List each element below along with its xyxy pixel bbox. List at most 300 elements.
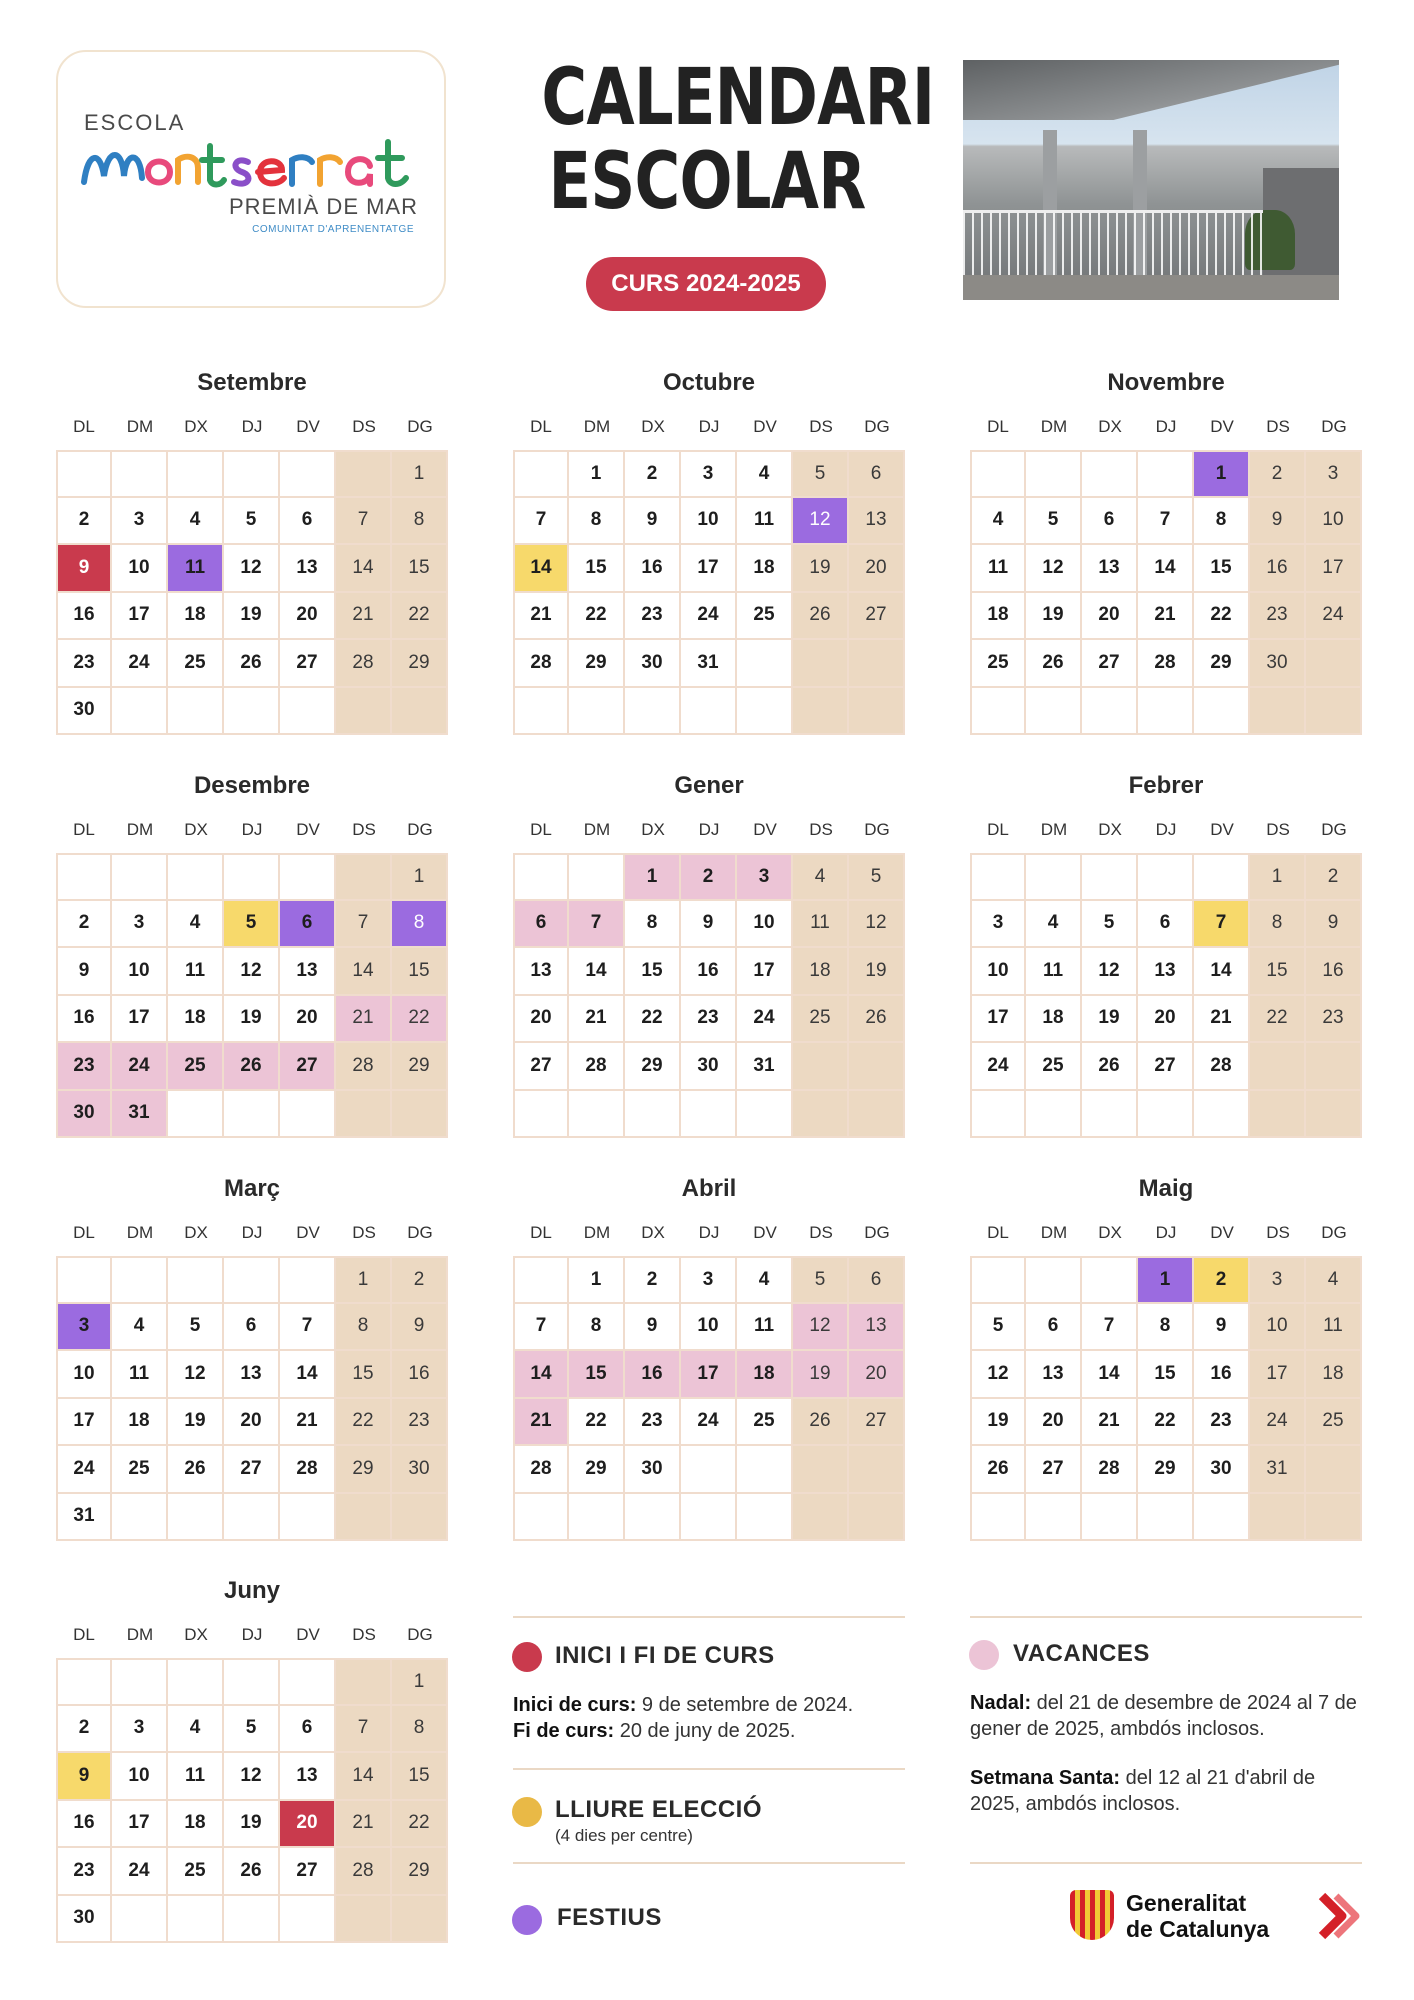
month-maig	[970, 1174, 1362, 1541]
day-cell: 30	[1194, 1446, 1250, 1494]
day-cell: 15	[392, 1753, 448, 1801]
empty-cell	[392, 1896, 448, 1944]
day-cell: 19	[168, 1399, 224, 1447]
day-cell: 1	[1138, 1256, 1194, 1304]
empty-cell	[1250, 688, 1306, 736]
weekday-label: DS	[809, 820, 833, 839]
day-cell: 4	[1306, 1256, 1362, 1304]
day-cell: 28	[336, 1848, 392, 1896]
day-cell: 17	[112, 996, 168, 1044]
day-cell: 4	[737, 450, 793, 498]
weekday-label: DG	[864, 417, 890, 436]
weekday-label: DL	[73, 417, 95, 436]
month-desembre	[56, 771, 448, 1138]
day-cell: 26	[793, 1399, 849, 1447]
empty-cell	[1082, 1256, 1138, 1304]
generalitat-logo	[1070, 1886, 1360, 1946]
weekday-label: DM	[1040, 1223, 1068, 1242]
day-cell: 7	[1194, 901, 1250, 949]
day-cell: 23	[56, 1848, 112, 1896]
day-cell: 16	[681, 948, 737, 996]
day-cell: 11	[168, 545, 224, 593]
day-cell: 13	[280, 545, 336, 593]
day-cell: 10	[1250, 1304, 1306, 1352]
day-cell: 12	[970, 1351, 1026, 1399]
day-cell: 1	[625, 853, 681, 901]
day-cell: 7	[336, 901, 392, 949]
day-cell: 21	[336, 1801, 392, 1849]
month-name: Abril	[681, 1175, 737, 1202]
day-cell: 24	[112, 640, 168, 688]
school-logo	[56, 50, 446, 308]
day-cell: 6	[280, 1706, 336, 1754]
logo-tagline-text: COMUNITAT D'APRENENTATGE	[252, 224, 414, 235]
day-cell: 20	[1138, 996, 1194, 1044]
weekday-label: DG	[1321, 1223, 1347, 1242]
empty-cell	[168, 688, 224, 736]
day-cell: 5	[168, 1304, 224, 1352]
day-cell: 11	[1306, 1304, 1362, 1352]
day-cell: 4	[168, 901, 224, 949]
day-cell: 24	[112, 1043, 168, 1091]
empty-cell	[849, 1446, 905, 1494]
photo-ground	[963, 275, 1339, 300]
day-cell: 4	[1026, 901, 1082, 949]
day-cell: 23	[681, 996, 737, 1044]
day-cell: 6	[280, 498, 336, 546]
weekday-header	[970, 1218, 1362, 1248]
legend-divider	[970, 1616, 1362, 1618]
day-cell: 17	[1306, 545, 1362, 593]
weekday-label: DS	[352, 820, 376, 839]
day-cell: 18	[737, 545, 793, 593]
empty-cell	[849, 688, 905, 736]
month-juny	[56, 1576, 448, 1943]
empty-cell	[1138, 450, 1194, 498]
day-cell: 17	[681, 1351, 737, 1399]
weekday-label: DS	[352, 1625, 376, 1644]
day-cell: 21	[569, 996, 625, 1044]
day-cell: 11	[168, 1753, 224, 1801]
day-cell: 16	[392, 1351, 448, 1399]
day-cell: 28	[513, 640, 569, 688]
day-grid	[970, 450, 1362, 735]
empty-cell	[569, 853, 625, 901]
empty-cell	[1306, 1446, 1362, 1494]
day-cell: 3	[56, 1304, 112, 1352]
day-cell: 22	[625, 996, 681, 1044]
day-cell: 9	[681, 901, 737, 949]
generalitat-name	[1126, 1890, 1269, 1942]
day-cell: 16	[56, 1801, 112, 1849]
legend-divider	[970, 1862, 1362, 1864]
day-cell: 26	[970, 1446, 1026, 1494]
empty-cell	[392, 1091, 448, 1139]
empty-cell	[513, 853, 569, 901]
month-abril	[513, 1174, 905, 1541]
day-cell: 18	[737, 1351, 793, 1399]
empty-cell	[224, 1896, 280, 1944]
day-cell: 18	[112, 1399, 168, 1447]
empty-cell	[1026, 1256, 1082, 1304]
empty-cell	[849, 1043, 905, 1091]
day-cell: 9	[56, 545, 112, 593]
day-cell: 26	[793, 593, 849, 641]
day-cell: 26	[1082, 1043, 1138, 1091]
weekday-label: DJ	[241, 820, 263, 839]
day-cell: 27	[849, 1399, 905, 1447]
weekday-label: DV	[1210, 417, 1234, 436]
empty-cell	[1306, 688, 1362, 736]
day-cell: 21	[336, 996, 392, 1044]
day-cell: 19	[224, 996, 280, 1044]
day-grid	[56, 1658, 448, 1943]
day-cell: 27	[280, 640, 336, 688]
weekday-label: DV	[1210, 1223, 1234, 1242]
day-cell: 29	[336, 1446, 392, 1494]
school-building-photo	[963, 60, 1339, 300]
empty-cell	[168, 450, 224, 498]
month-novembre	[970, 368, 1362, 735]
day-cell: 23	[1306, 996, 1362, 1044]
day-cell: 22	[336, 1399, 392, 1447]
weekday-label: DX	[641, 820, 665, 839]
festius-legend-title: FESTIUS	[557, 1904, 662, 1931]
day-cell: 31	[112, 1091, 168, 1139]
weekday-label: DL	[530, 417, 552, 436]
day-cell: 29	[1138, 1446, 1194, 1494]
weekday-label: DS	[809, 1223, 833, 1242]
day-cell: 30	[56, 1896, 112, 1944]
vacances-legend-title: VACANCES	[1013, 1640, 1150, 1667]
empty-cell	[970, 1091, 1026, 1139]
empty-cell	[513, 1256, 569, 1304]
weekday-header	[513, 1218, 905, 1248]
day-cell: 22	[569, 1399, 625, 1447]
lliure-legend-dot	[512, 1797, 542, 1827]
day-cell: 1	[392, 1658, 448, 1706]
day-cell: 27	[224, 1446, 280, 1494]
day-cell: 11	[793, 901, 849, 949]
day-cell: 8	[569, 1304, 625, 1352]
day-cell: 24	[681, 1399, 737, 1447]
vacances-nadal-text	[970, 1690, 1365, 1742]
day-cell: 20	[280, 996, 336, 1044]
weekday-label: DJ	[1155, 820, 1177, 839]
day-cell: 25	[168, 640, 224, 688]
day-cell: 7	[336, 1706, 392, 1754]
day-cell: 8	[336, 1304, 392, 1352]
weekday-label: DX	[1098, 417, 1122, 436]
day-cell: 23	[1194, 1399, 1250, 1447]
day-cell: 30	[625, 640, 681, 688]
day-cell: 6	[849, 1256, 905, 1304]
day-cell: 12	[793, 1304, 849, 1352]
day-cell: 15	[625, 948, 681, 996]
day-cell: 25	[737, 593, 793, 641]
generalitat-line-2: de Catalunya	[1126, 1916, 1270, 1942]
day-cell: 18	[168, 996, 224, 1044]
weekday-label: DG	[1321, 417, 1347, 436]
weekday-label: DX	[184, 1223, 208, 1242]
day-cell: 16	[56, 996, 112, 1044]
empty-cell	[970, 1256, 1026, 1304]
month-name: Novembre	[1107, 369, 1225, 396]
weekday-label: DM	[583, 1223, 611, 1242]
weekday-label: DJ	[698, 820, 720, 839]
day-cell: 7	[1138, 498, 1194, 546]
day-cell: 17	[737, 948, 793, 996]
page-title	[541, 53, 935, 227]
day-grid	[56, 853, 448, 1138]
day-cell: 11	[1026, 948, 1082, 996]
day-cell: 8	[392, 498, 448, 546]
day-cell: 15	[1194, 545, 1250, 593]
day-cell: 14	[336, 545, 392, 593]
day-cell: 15	[1138, 1351, 1194, 1399]
empty-cell	[112, 688, 168, 736]
weekday-label: DG	[1321, 820, 1347, 839]
day-cell: 7	[513, 498, 569, 546]
title-line-2: ESCOLAR	[548, 137, 866, 227]
empty-cell	[224, 1091, 280, 1139]
day-cell: 21	[336, 593, 392, 641]
empty-cell	[56, 1658, 112, 1706]
day-cell: 13	[280, 948, 336, 996]
day-cell: 28	[1138, 640, 1194, 688]
day-cell: 20	[849, 545, 905, 593]
nadal-label: Nadal:	[970, 1692, 1032, 1714]
day-cell: 6	[513, 901, 569, 949]
day-cell: 8	[1250, 901, 1306, 949]
day-cell: 19	[224, 1801, 280, 1849]
festius-legend-dot	[512, 1905, 542, 1935]
empty-cell	[1250, 1091, 1306, 1139]
day-cell: 23	[625, 593, 681, 641]
weekday-label: DJ	[1155, 417, 1177, 436]
day-cell: 18	[168, 593, 224, 641]
day-cell: 18	[168, 1801, 224, 1849]
day-cell: 29	[392, 640, 448, 688]
empty-cell	[1306, 1043, 1362, 1091]
weekday-header	[513, 412, 905, 442]
day-cell: 11	[737, 1304, 793, 1352]
weekday-label: DM	[126, 1625, 154, 1644]
day-cell: 12	[224, 1753, 280, 1801]
empty-cell	[625, 688, 681, 736]
day-cell: 12	[793, 498, 849, 546]
day-cell: 10	[970, 948, 1026, 996]
logo-montserrat-wordmark	[78, 132, 428, 194]
day-cell: 17	[1250, 1351, 1306, 1399]
weekday-label: DJ	[698, 1223, 720, 1242]
empty-cell	[280, 1256, 336, 1304]
empty-cell	[392, 1494, 448, 1542]
day-cell: 26	[224, 1848, 280, 1896]
empty-cell	[112, 450, 168, 498]
empty-cell	[1026, 853, 1082, 901]
day-cell: 13	[1082, 545, 1138, 593]
empty-cell	[569, 1091, 625, 1139]
empty-cell	[970, 688, 1026, 736]
day-cell: 3	[737, 853, 793, 901]
weekday-label: DM	[126, 820, 154, 839]
inici-legend-dot	[512, 1642, 542, 1672]
day-cell: 1	[336, 1256, 392, 1304]
weekday-label: DX	[641, 417, 665, 436]
day-cell: 12	[1026, 545, 1082, 593]
empty-cell	[737, 688, 793, 736]
weekday-label: DS	[1266, 1223, 1290, 1242]
day-cell: 2	[392, 1256, 448, 1304]
day-cell: 14	[1082, 1351, 1138, 1399]
empty-cell	[1194, 688, 1250, 736]
day-cell: 27	[1138, 1043, 1194, 1091]
day-cell: 28	[569, 1043, 625, 1091]
day-cell: 2	[1250, 450, 1306, 498]
empty-cell	[1194, 1091, 1250, 1139]
weekday-label: DM	[1040, 417, 1068, 436]
vacances-setmana-text	[970, 1765, 1365, 1817]
day-cell: 31	[56, 1494, 112, 1542]
day-cell: 15	[569, 1351, 625, 1399]
empty-cell	[336, 1658, 392, 1706]
weekday-label: DX	[184, 417, 208, 436]
day-cell: 24	[681, 593, 737, 641]
day-cell: 12	[224, 545, 280, 593]
legend-divider	[513, 1862, 905, 1864]
day-cell: 22	[1250, 996, 1306, 1044]
setmana-label: Setmana Santa:	[970, 1767, 1121, 1789]
weekday-label: DX	[641, 1223, 665, 1242]
day-grid	[970, 1256, 1362, 1541]
day-cell: 8	[1138, 1304, 1194, 1352]
weekday-label: DV	[753, 417, 777, 436]
weekday-label: DL	[530, 1223, 552, 1242]
day-cell: 3	[112, 498, 168, 546]
day-cell: 11	[970, 545, 1026, 593]
lliure-legend-subtitle: (4 dies per centre)	[555, 1826, 693, 1845]
day-cell: 24	[1306, 593, 1362, 641]
day-cell: 10	[112, 948, 168, 996]
day-cell: 15	[392, 948, 448, 996]
empty-cell	[280, 1091, 336, 1139]
month-febrer	[970, 771, 1362, 1138]
empty-cell	[336, 688, 392, 736]
weekday-label: DS	[809, 417, 833, 436]
empty-cell	[681, 1446, 737, 1494]
day-cell: 16	[625, 1351, 681, 1399]
day-cell: 28	[1082, 1446, 1138, 1494]
day-cell: 14	[569, 948, 625, 996]
day-cell: 22	[1194, 593, 1250, 641]
day-cell: 10	[1306, 498, 1362, 546]
month-name: Desembre	[193, 772, 311, 799]
day-cell: 31	[681, 640, 737, 688]
day-cell: 25	[168, 1043, 224, 1091]
day-cell: 18	[1306, 1351, 1362, 1399]
day-cell: 31	[1250, 1446, 1306, 1494]
empty-cell	[1026, 450, 1082, 498]
weekday-label: DV	[296, 1625, 320, 1644]
day-grid	[970, 853, 1362, 1138]
vacances-legend-dot	[969, 1640, 999, 1670]
day-cell: 1	[1250, 853, 1306, 901]
day-cell: 4	[168, 498, 224, 546]
day-cell: 14	[280, 1351, 336, 1399]
day-cell: 10	[681, 1304, 737, 1352]
empty-cell	[737, 1091, 793, 1139]
day-cell: 3	[112, 901, 168, 949]
chevron-right-icon	[1318, 1892, 1360, 1940]
empty-cell	[280, 853, 336, 901]
day-cell: 22	[569, 593, 625, 641]
day-cell: 29	[392, 1848, 448, 1896]
day-cell: 4	[793, 853, 849, 901]
empty-cell	[970, 450, 1026, 498]
empty-cell	[1194, 853, 1250, 901]
inici-start-text: 9 de setembre de 2024.	[636, 1694, 854, 1716]
day-cell: 18	[1026, 996, 1082, 1044]
empty-cell	[681, 688, 737, 736]
weekday-header	[56, 1218, 448, 1248]
day-cell: 27	[280, 1043, 336, 1091]
empty-cell	[793, 1446, 849, 1494]
day-grid	[56, 1256, 448, 1541]
day-cell: 21	[513, 593, 569, 641]
day-cell: 30	[392, 1446, 448, 1494]
day-cell: 3	[681, 1256, 737, 1304]
empty-cell	[1082, 853, 1138, 901]
day-cell: 30	[625, 1446, 681, 1494]
empty-cell	[168, 1256, 224, 1304]
month-marc	[56, 1174, 448, 1541]
day-cell: 23	[56, 640, 112, 688]
day-cell: 27	[1026, 1446, 1082, 1494]
day-cell: 17	[56, 1399, 112, 1447]
weekday-label: DG	[864, 1223, 890, 1242]
day-cell: 27	[849, 593, 905, 641]
day-cell: 20	[849, 1351, 905, 1399]
weekday-label: DX	[184, 1625, 208, 1644]
weekday-label: DS	[352, 417, 376, 436]
day-cell: 14	[513, 545, 569, 593]
logo-town-text: PREMIÀ DE MAR	[228, 194, 418, 219]
day-cell: 25	[112, 1446, 168, 1494]
weekday-header	[970, 815, 1362, 845]
day-cell: 5	[849, 853, 905, 901]
weekday-label: DL	[987, 820, 1009, 839]
nadal-text: del 21 de desembre de 2024 al 7 de gener de 2025, ambdós inclosos.	[970, 1692, 1357, 1740]
month-name: Maig	[1138, 1175, 1194, 1202]
day-cell: 15	[392, 545, 448, 593]
empty-cell	[737, 1494, 793, 1542]
day-cell: 24	[1250, 1399, 1306, 1447]
empty-cell	[1026, 688, 1082, 736]
day-cell: 4	[112, 1304, 168, 1352]
logo-escola-text: ESCOLA	[84, 110, 186, 135]
empty-cell	[681, 1091, 737, 1139]
day-cell: 6	[849, 450, 905, 498]
lliure-legend-title: LLIURE ELECCIÓ	[555, 1796, 763, 1823]
month-gener	[513, 771, 905, 1138]
empty-cell	[1026, 1494, 1082, 1542]
day-cell: 7	[513, 1304, 569, 1352]
day-cell: 14	[336, 948, 392, 996]
day-cell: 15	[336, 1351, 392, 1399]
day-cell: 26	[849, 996, 905, 1044]
day-cell: 2	[625, 1256, 681, 1304]
